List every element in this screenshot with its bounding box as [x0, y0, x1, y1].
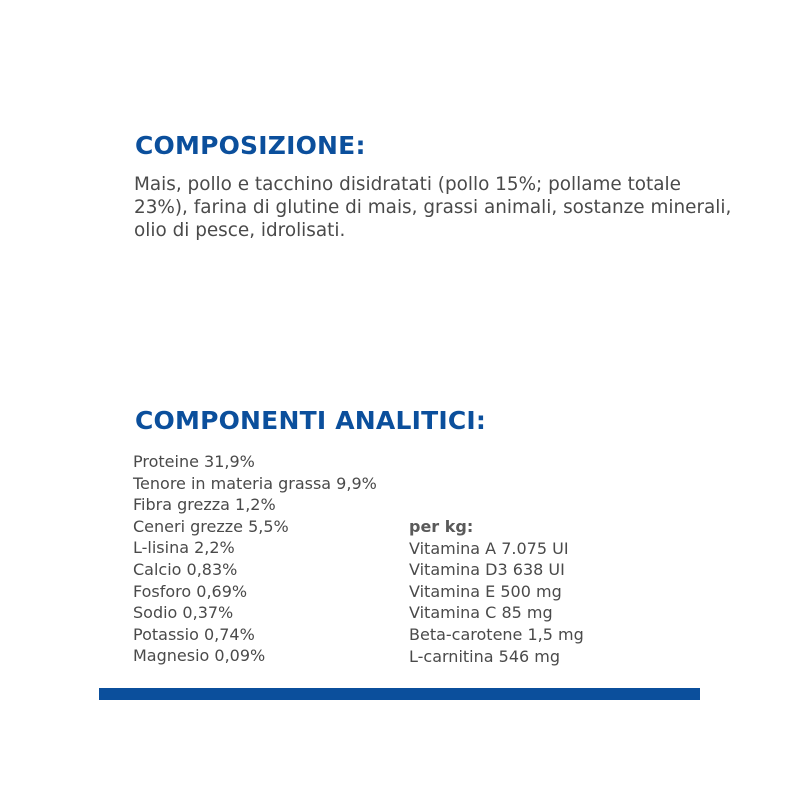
- per-kg-label: per kg:: [409, 517, 474, 536]
- analytics-item: Tenore in materia grassa 9,9%: [133, 473, 377, 493]
- analytics-list: [133, 451, 377, 667]
- analytics-item: Calcio 0,83%: [133, 559, 238, 579]
- analytics-heading: COMPONENTI ANALITICI:: [135, 406, 487, 435]
- additive-item: Vitamina A 7.075 UI: [409, 538, 569, 558]
- analytics-item: Magnesio 0,09%: [133, 646, 266, 666]
- additive-item: Beta-carotene 1,5 mg: [409, 624, 584, 644]
- additive-item: Vitamina C 85 mg: [409, 603, 553, 623]
- analytics-item: Fibra grezza 1,2%: [133, 495, 276, 515]
- analytics-item: Sodio 0,37%: [133, 603, 234, 623]
- analytics-item: Proteine 31,9%: [133, 452, 255, 471]
- analytics-item: Potassio 0,74%: [133, 624, 255, 644]
- additive-item: L-carnitina 546 mg: [409, 646, 561, 666]
- analytics-item: L-lisina 2,2%: [133, 538, 235, 558]
- additive-item: Vitamina E 500 mg: [409, 581, 562, 601]
- analytics-item: Ceneri grezze 5,5%: [133, 516, 289, 536]
- analytics-item: Fosforo 0,69%: [133, 581, 248, 601]
- footer-accent-bar: [99, 688, 700, 700]
- additive-item: Vitamina D3 638 UI: [409, 560, 565, 580]
- composition-heading: COMPOSIZIONE:: [135, 131, 366, 160]
- composition-text: Mais, pollo e tacchino disidratati (pollo 15%; pollame totale 23%), farina di glutine di mais, grassi animali, sostanze minerali, olio di pesce, idrolisati.: [134, 174, 732, 241]
- additives-list: [409, 516, 584, 667]
